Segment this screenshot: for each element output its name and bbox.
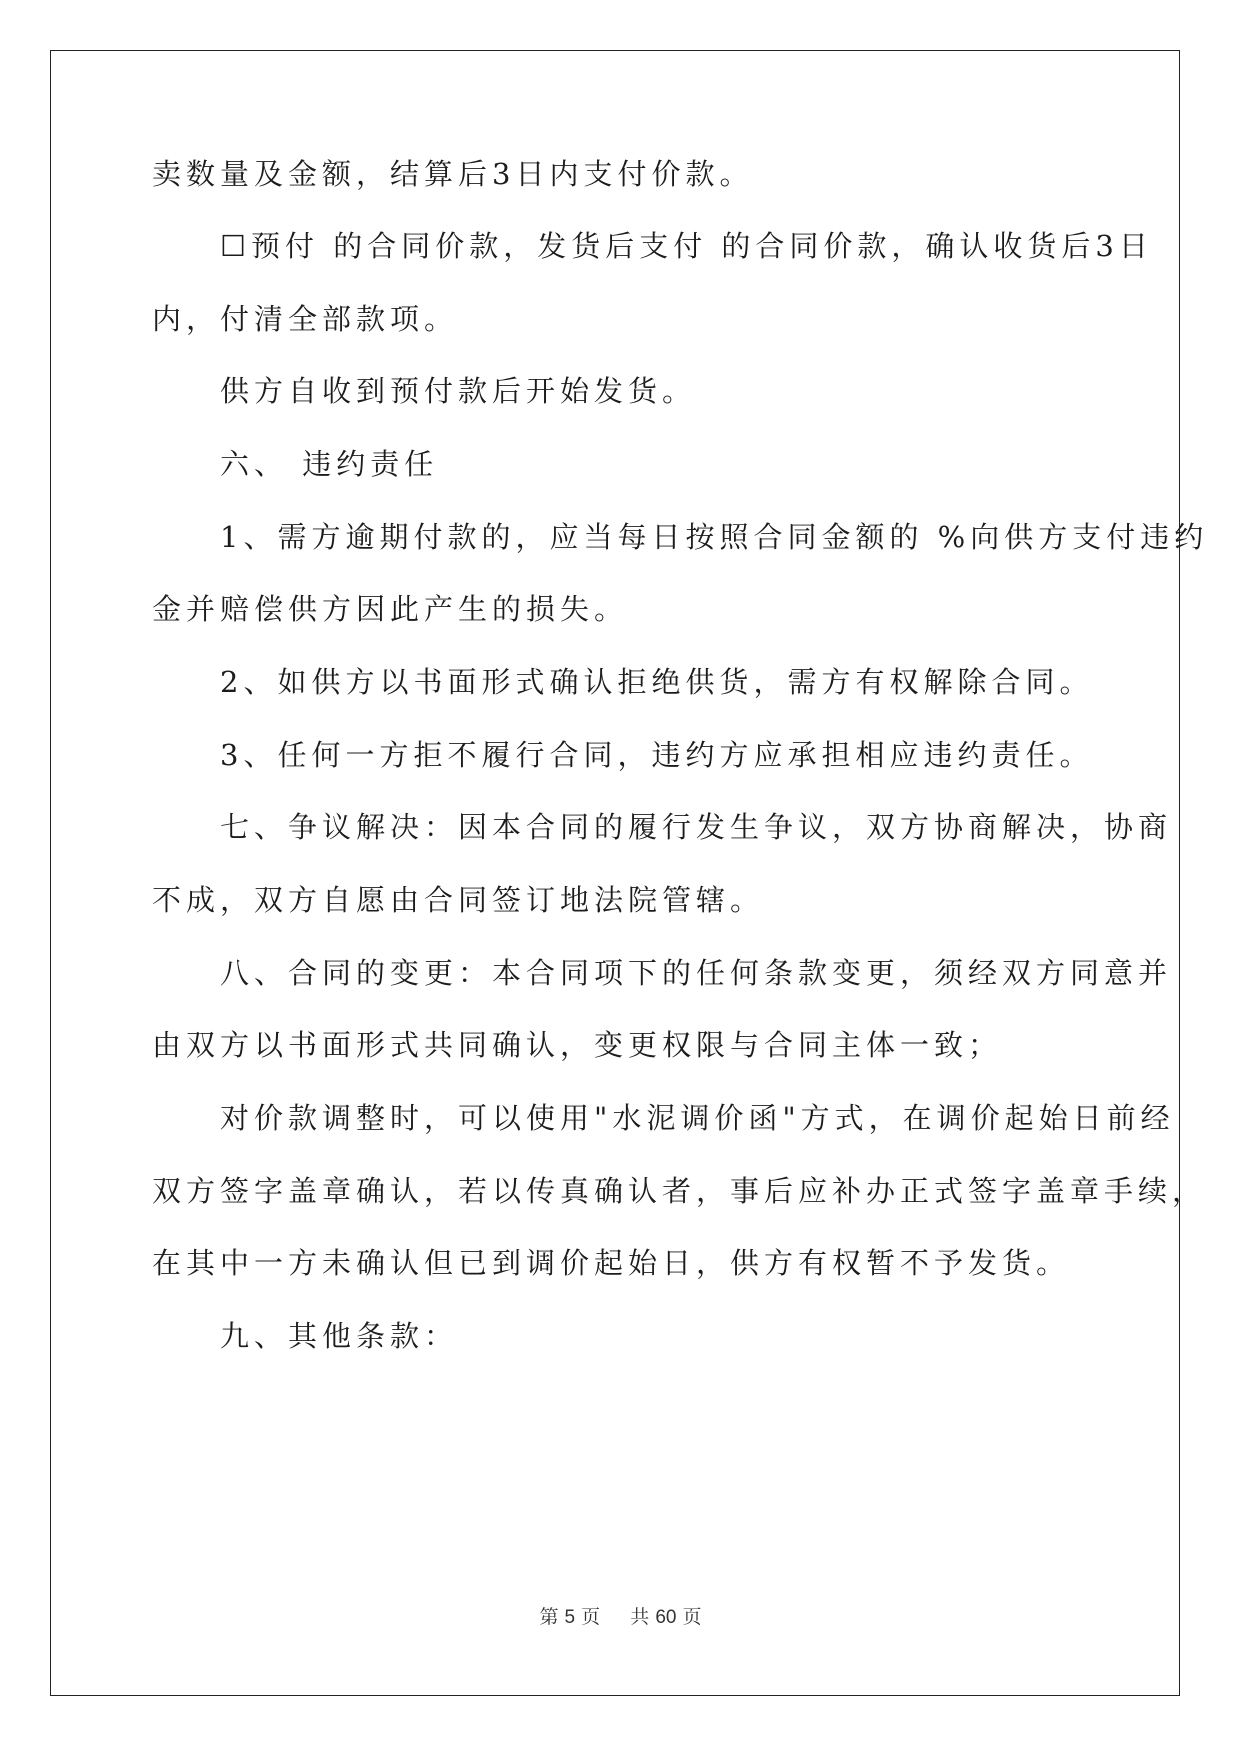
text-line: 由双方以书面形式共同确认，变更权限与合同主体一致； <box>152 1028 1003 1062</box>
total-suffix: 页 <box>682 1606 702 1628</box>
section-heading: 六、 违约责任 <box>152 447 439 481</box>
text-line: 卖数量及金额，结算后3日内支付价款。 <box>152 157 754 191</box>
text-line: 2、如供方以书面形式确认拒绝供货，需方有权解除合同。 <box>152 665 1094 699</box>
page-prefix: 第 <box>539 1606 559 1628</box>
page-border <box>50 50 1209 1696</box>
text-line: 八、合同的变更：本合同项下的任何条款变更，须经双方同意并 <box>152 956 1173 990</box>
page-suffix: 页 <box>581 1606 601 1628</box>
text-line: 在其中一方未确认但已到调价起始日，供方有权暂不予发货。 <box>152 1246 1071 1280</box>
text-line: ☐预付 的合同价款，发货后支付 的合同价款，确认收货后3日 <box>152 229 1153 263</box>
total-prefix: 共 <box>630 1606 650 1628</box>
page-footer <box>0 1602 1241 1629</box>
text-line: 1、需方逾期付款的，应当每日按照合同金额的 %向供方支付违约 <box>152 520 1209 554</box>
text-line: 不成，双方自愿由合同签订地法院管辖。 <box>152 883 765 917</box>
text-line: 金并赔偿供方因此产生的损失。 <box>152 592 629 626</box>
total-pages: 60 <box>655 1607 677 1628</box>
text-line: 七、争议解决：因本合同的履行发生争议，双方协商解决，协商 <box>152 810 1173 844</box>
text-line: 内，付清全部款项。 <box>152 302 459 336</box>
text-line: 供方自收到预付款后开始发货。 <box>152 374 697 408</box>
text-line: 对价款调整时，可以使用"水泥调价函"方式，在调价起始日前经 <box>152 1101 1175 1135</box>
text-line: 双方签字盖章确认，若以传真确认者，事后应补办正式签字盖章手续， <box>152 1174 1207 1208</box>
page-number: 5 <box>564 1607 576 1628</box>
section-heading: 九、其他条款： <box>152 1319 459 1353</box>
text-line: 3、任何一方拒不履行合同，违约方应承担相应违约责任。 <box>152 738 1094 772</box>
